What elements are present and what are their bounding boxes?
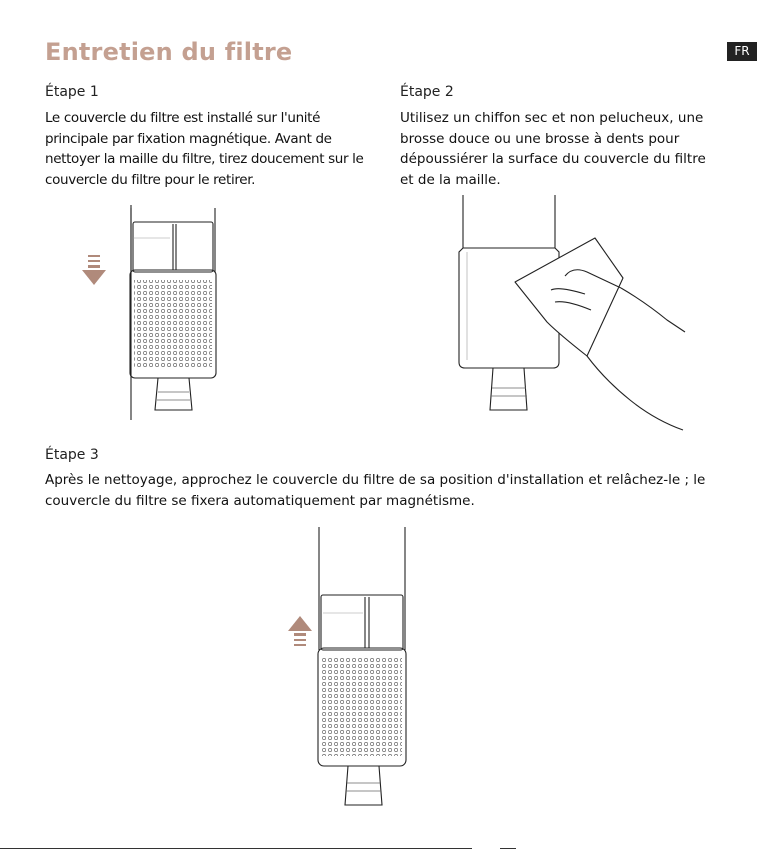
- step-1-heading: Étape 1: [45, 84, 99, 100]
- step-3-heading: Étape 3: [45, 447, 99, 463]
- step-2-heading: Étape 2: [400, 84, 454, 100]
- step-1-text: Le couvercle du filtre est installé sur l'unité principale par fixation magnétique. Avant de nettoyer la maille du filtre, tirez doucement sur le couvercle du filtre pour le retirer.: [45, 110, 364, 188]
- step-1-illustration: [70, 200, 240, 420]
- down-arrow-icon: [82, 255, 106, 285]
- footer-divider: [0, 848, 472, 849]
- filter-body: [318, 527, 406, 805]
- step-2-illustration: [455, 190, 695, 435]
- filter-body: [130, 205, 216, 420]
- footer-divider-short: [500, 848, 516, 849]
- page-title: Entretien du filtre: [45, 38, 293, 66]
- step-2-text: Utilisez un chiffon sec et non pelucheux, une brosse douce ou une brosse à dents pour dépoussiérer la surface du couvercle du filtre et de la maille.: [400, 110, 706, 188]
- step-3-illustration: [285, 525, 435, 810]
- language-badge: FR: [727, 42, 757, 61]
- hand-with-cloth-icon: [515, 238, 685, 430]
- step-3-text: Après le nettoyage, approchez le couvercle du filtre de sa position d'installation et relâchez-le ; le couvercle du filtre se fixera automatiquement par magnétisme.: [45, 472, 706, 509]
- up-arrow-icon: [288, 616, 312, 646]
